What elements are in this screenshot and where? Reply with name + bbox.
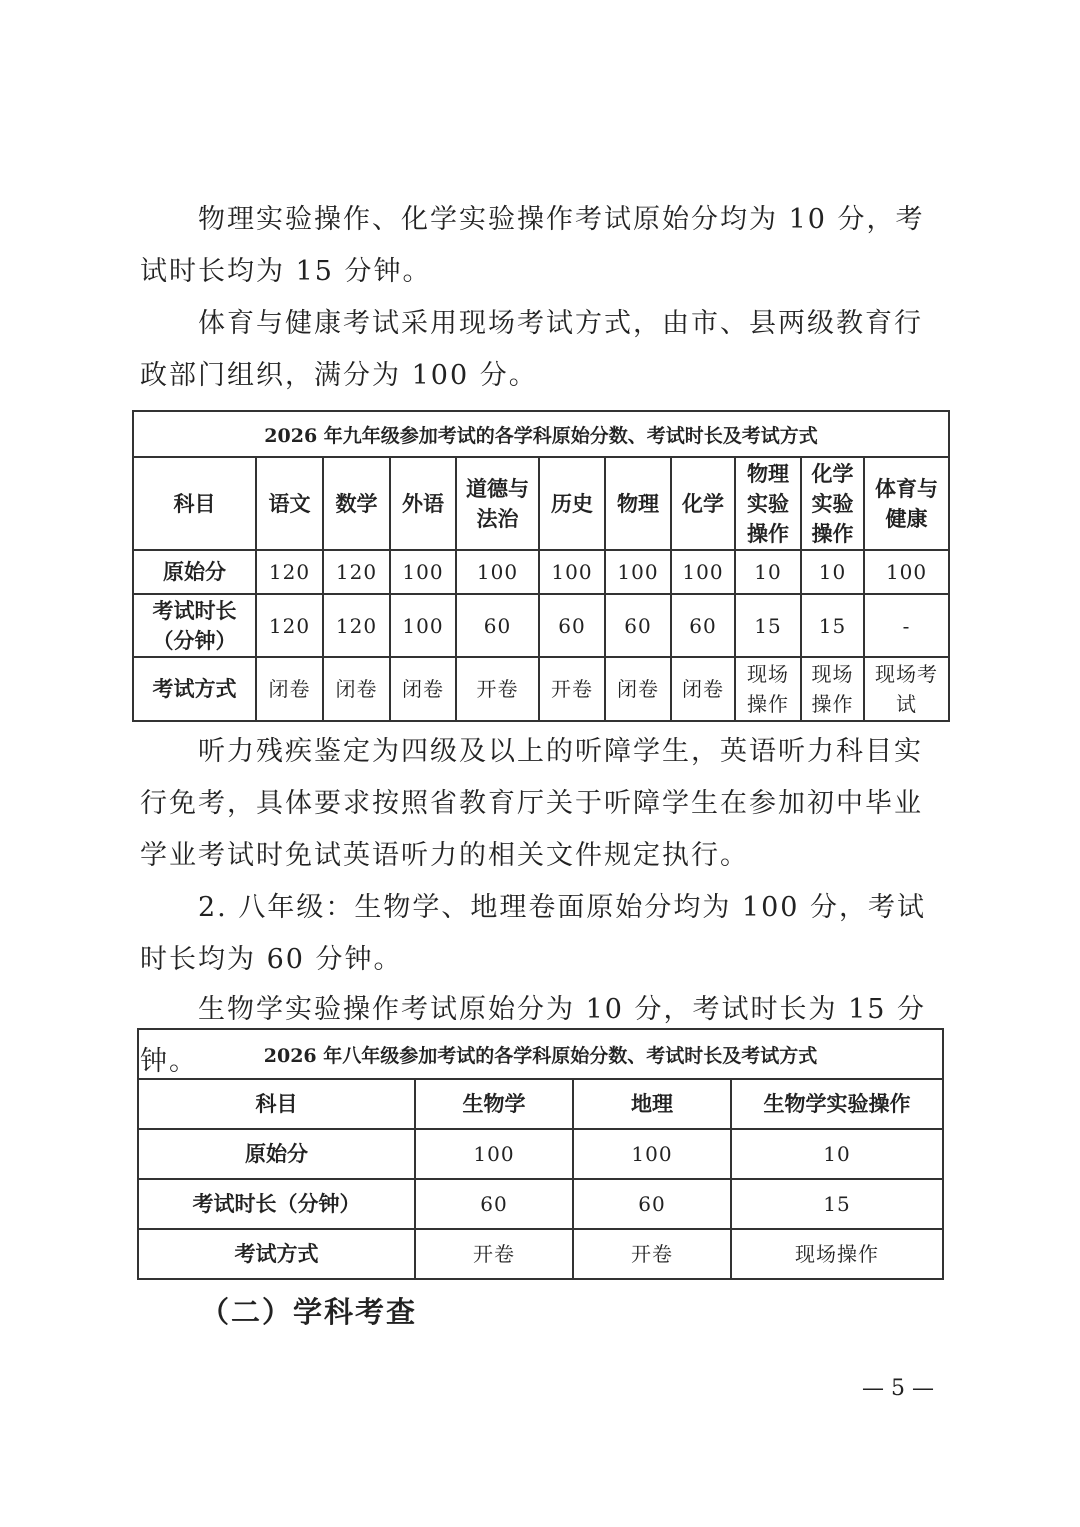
row-label-duration: 考试时长（分钟） <box>138 1179 415 1229</box>
row-label-subject: 科目 <box>138 1079 415 1129</box>
duration-cell: 60 <box>539 594 605 657</box>
subject-header: 生物学实验操作 <box>731 1079 943 1129</box>
paragraph-pe-exam: 体育与健康考试采用现场考试方式，由市、县两级教育行政部门组织，满分为 100 分。 <box>140 308 923 391</box>
duration-cell: 60 <box>573 1179 731 1229</box>
paragraph-hearing-exemption: 听力残疾鉴定为四级及以上的听障学生，英语听力科目实行免考，具体要求按照省教育厅关于听障学生在参加初中毕业学业考试时免试英语听力的相关文件规定执行。 <box>140 736 923 871</box>
row-label-subject: 科目 <box>133 457 256 550</box>
method-cell: 开卷 <box>573 1229 731 1279</box>
table-caption: 2026 年九年级参加考试的各学科原始分数、考试时长及考试方式 <box>133 411 949 457</box>
subject-header: 道德与法治 <box>456 457 539 550</box>
duration-cell: 15 <box>801 594 864 657</box>
score-cell: 100 <box>456 550 539 594</box>
method-cell: 闭卷 <box>256 657 323 721</box>
method-cell: 现场操作 <box>731 1229 943 1279</box>
score-cell: 100 <box>390 550 456 594</box>
duration-cell: 60 <box>415 1179 573 1229</box>
row-label-score: 原始分 <box>138 1129 415 1179</box>
method-cell: 现场操作 <box>735 657 801 721</box>
score-cell: 100 <box>539 550 605 594</box>
row-label-score: 原始分 <box>133 550 256 594</box>
grade8-exam-table <box>137 1028 944 1280</box>
method-cell: 开卷 <box>415 1229 573 1279</box>
row-label-method: 考试方式 <box>133 657 256 721</box>
score-cell: 100 <box>605 550 671 594</box>
score-cell: 100 <box>415 1129 573 1179</box>
subject-header: 物理 <box>605 457 671 550</box>
score-cell: 120 <box>323 550 390 594</box>
row-label-duration: 考试时长（分钟） <box>133 594 256 657</box>
score-cell: 120 <box>256 550 323 594</box>
subject-header: 生物学 <box>415 1079 573 1129</box>
duration-cell: 60 <box>605 594 671 657</box>
paragraph-grade8-scores: 2. 八年级：生物学、地理卷面原始分均为 100 分，考试时长均为 60 分钟。 <box>140 892 927 975</box>
subject-header: 化学 <box>671 457 735 550</box>
subject-header: 地理 <box>573 1079 731 1129</box>
grade9-exam-table <box>132 410 950 722</box>
duration-cell: 120 <box>323 594 390 657</box>
score-cell: 10 <box>801 550 864 594</box>
method-cell: 闭卷 <box>390 657 456 721</box>
method-cell: 闭卷 <box>671 657 735 721</box>
page-number: — 5 — <box>862 1376 934 1401</box>
score-cell: 100 <box>864 550 949 594</box>
subject-header: 体育与健康 <box>864 457 949 550</box>
duration-cell: 100 <box>390 594 456 657</box>
subject-header: 物理实验操作 <box>735 457 801 550</box>
duration-cell: 15 <box>735 594 801 657</box>
score-cell: 10 <box>735 550 801 594</box>
score-cell: 100 <box>573 1129 731 1179</box>
method-cell: 现场操作 <box>801 657 864 721</box>
paragraph-experiment-scores: 物理实验操作、化学实验操作考试原始分均为 10 分，考试时长均为 15 分钟。 <box>140 204 925 287</box>
subject-header: 数学 <box>323 457 390 550</box>
method-cell: 现场考试 <box>864 657 949 721</box>
paragraph-biology-experiment: 生物学实验操作考试原始分为 10 分，考试时长为 15 分钟。 <box>140 994 927 1077</box>
row-label-method: 考试方式 <box>138 1229 415 1279</box>
method-cell: 闭卷 <box>605 657 671 721</box>
score-cell: 10 <box>731 1129 943 1179</box>
duration-cell: 120 <box>256 594 323 657</box>
method-cell: 开卷 <box>539 657 605 721</box>
subject-header: 历史 <box>539 457 605 550</box>
method-cell: 开卷 <box>456 657 539 721</box>
score-cell: 100 <box>671 550 735 594</box>
duration-cell: 60 <box>671 594 735 657</box>
section-heading: （二）学科考查 <box>200 1295 418 1329</box>
duration-cell: - <box>864 594 949 657</box>
subject-header: 化学实验操作 <box>801 457 864 550</box>
subject-header: 语文 <box>256 457 323 550</box>
duration-cell: 15 <box>731 1179 943 1229</box>
table-caption: 2026 年八年级参加考试的各学科原始分数、考试时长及考试方式 <box>138 1029 943 1079</box>
subject-header: 外语 <box>390 457 456 550</box>
method-cell: 闭卷 <box>323 657 390 721</box>
duration-cell: 60 <box>456 594 539 657</box>
